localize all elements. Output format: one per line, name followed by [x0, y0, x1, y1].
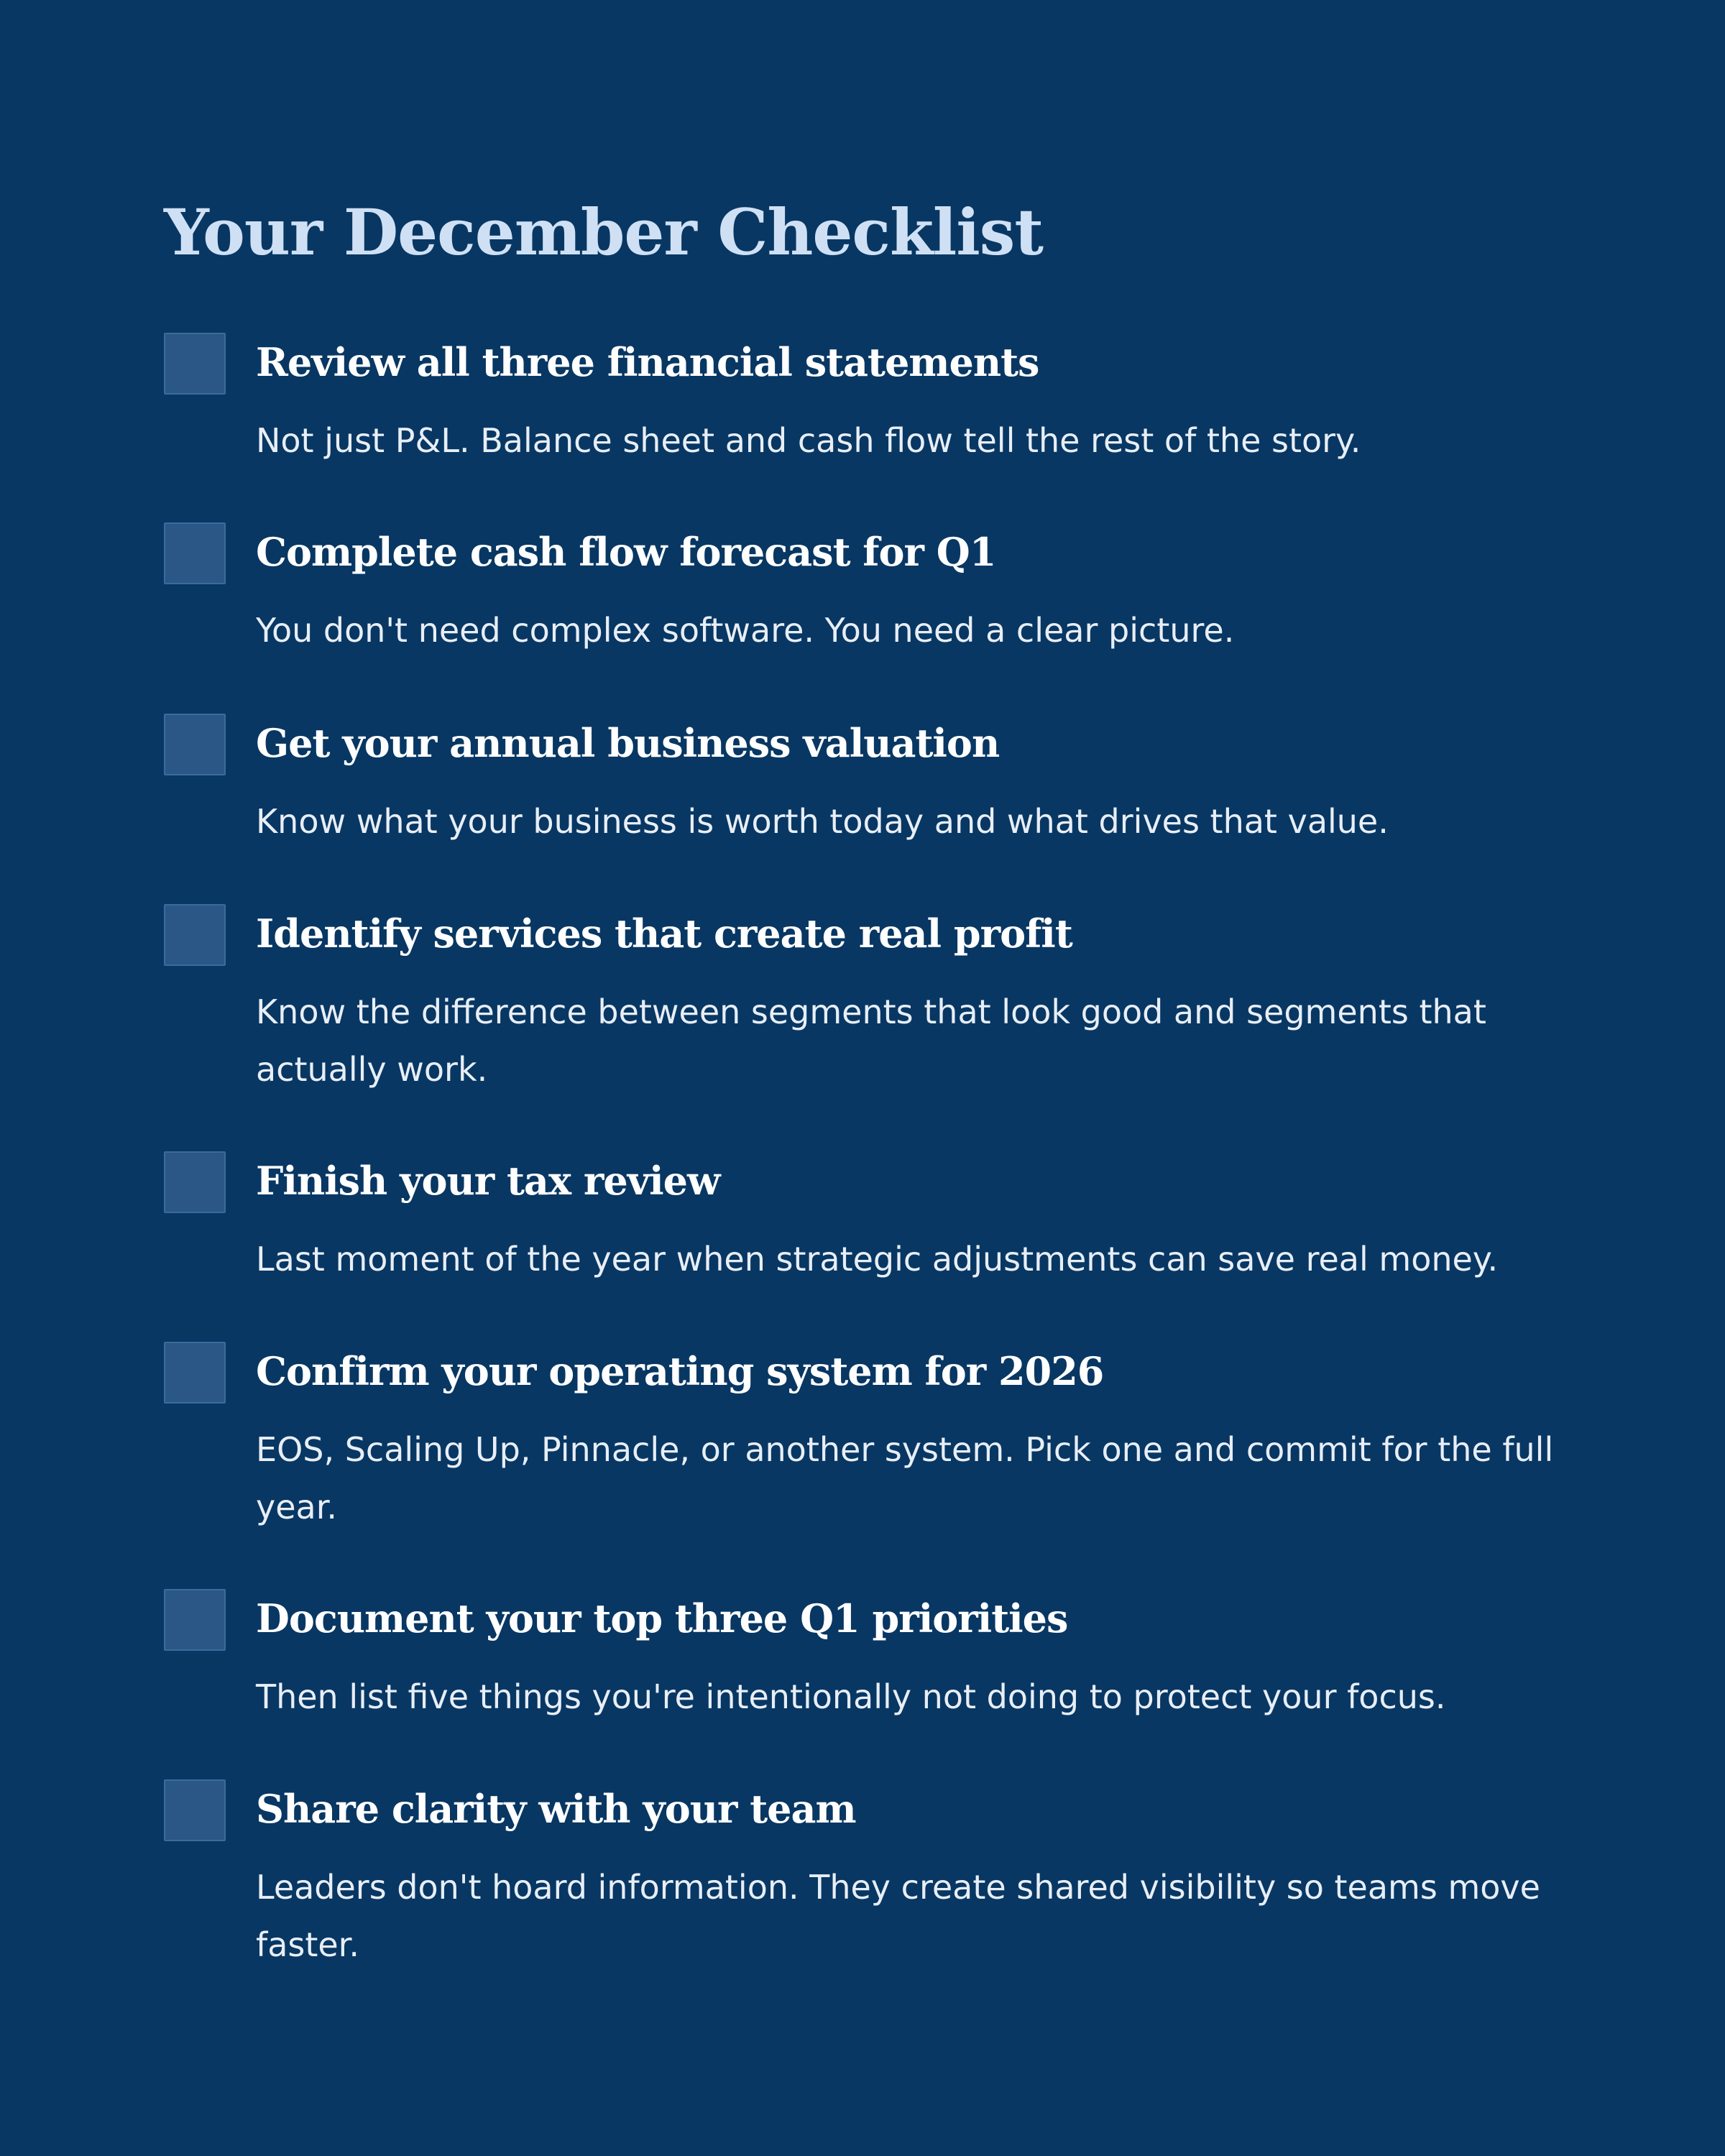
item-title: Confirm your operating system for 2026	[256, 1348, 1104, 1394]
item-description: Not just P&L. Balance sheet and cash flow tell the rest of the story.	[256, 421, 1361, 460]
checkbox[interactable]	[164, 333, 226, 395]
item-title: Identify services that create real profit	[256, 911, 1072, 957]
item-title: Document your top three Q1 priorities	[256, 1595, 1068, 1641]
item-description: You don't need complex software. You need a clear picture.	[256, 611, 1235, 650]
checkbox[interactable]	[164, 1779, 226, 1841]
item-title: Get your annual business valuation	[256, 720, 1000, 766]
item-description: Last moment of the year when strategic adjustments can save real money.	[256, 1240, 1499, 1279]
checkbox[interactable]	[164, 714, 226, 775]
checkbox[interactable]	[164, 1342, 226, 1404]
item-description: EOS, Scaling Up, Pinnacle, or another system. Pick one and commit for the full year.	[256, 1430, 1554, 1526]
checkbox[interactable]	[164, 1589, 226, 1651]
item-title: Share clarity with your team	[256, 1786, 856, 1832]
checkbox[interactable]	[164, 522, 226, 584]
checkbox[interactable]	[164, 1151, 226, 1213]
item-description: Leaders don't hoard information. They create shared visibility so teams move faster.	[256, 1868, 1540, 1964]
item-description: Know what your business is worth today and what drives that value.	[256, 802, 1389, 841]
item-title: Complete cash flow forecast for Q1	[256, 529, 996, 575]
checkbox[interactable]	[164, 904, 226, 966]
page-title: Your December Checklist	[164, 195, 1043, 270]
item-description: Know the difference between segments that look good and segments that actually work.	[256, 992, 1486, 1089]
item-title: Review all three financial statements	[256, 339, 1039, 385]
item-description: Then list five things you're intentionally not doing to protect your focus.	[256, 1677, 1446, 1716]
item-title: Finish your tax review	[256, 1158, 720, 1204]
